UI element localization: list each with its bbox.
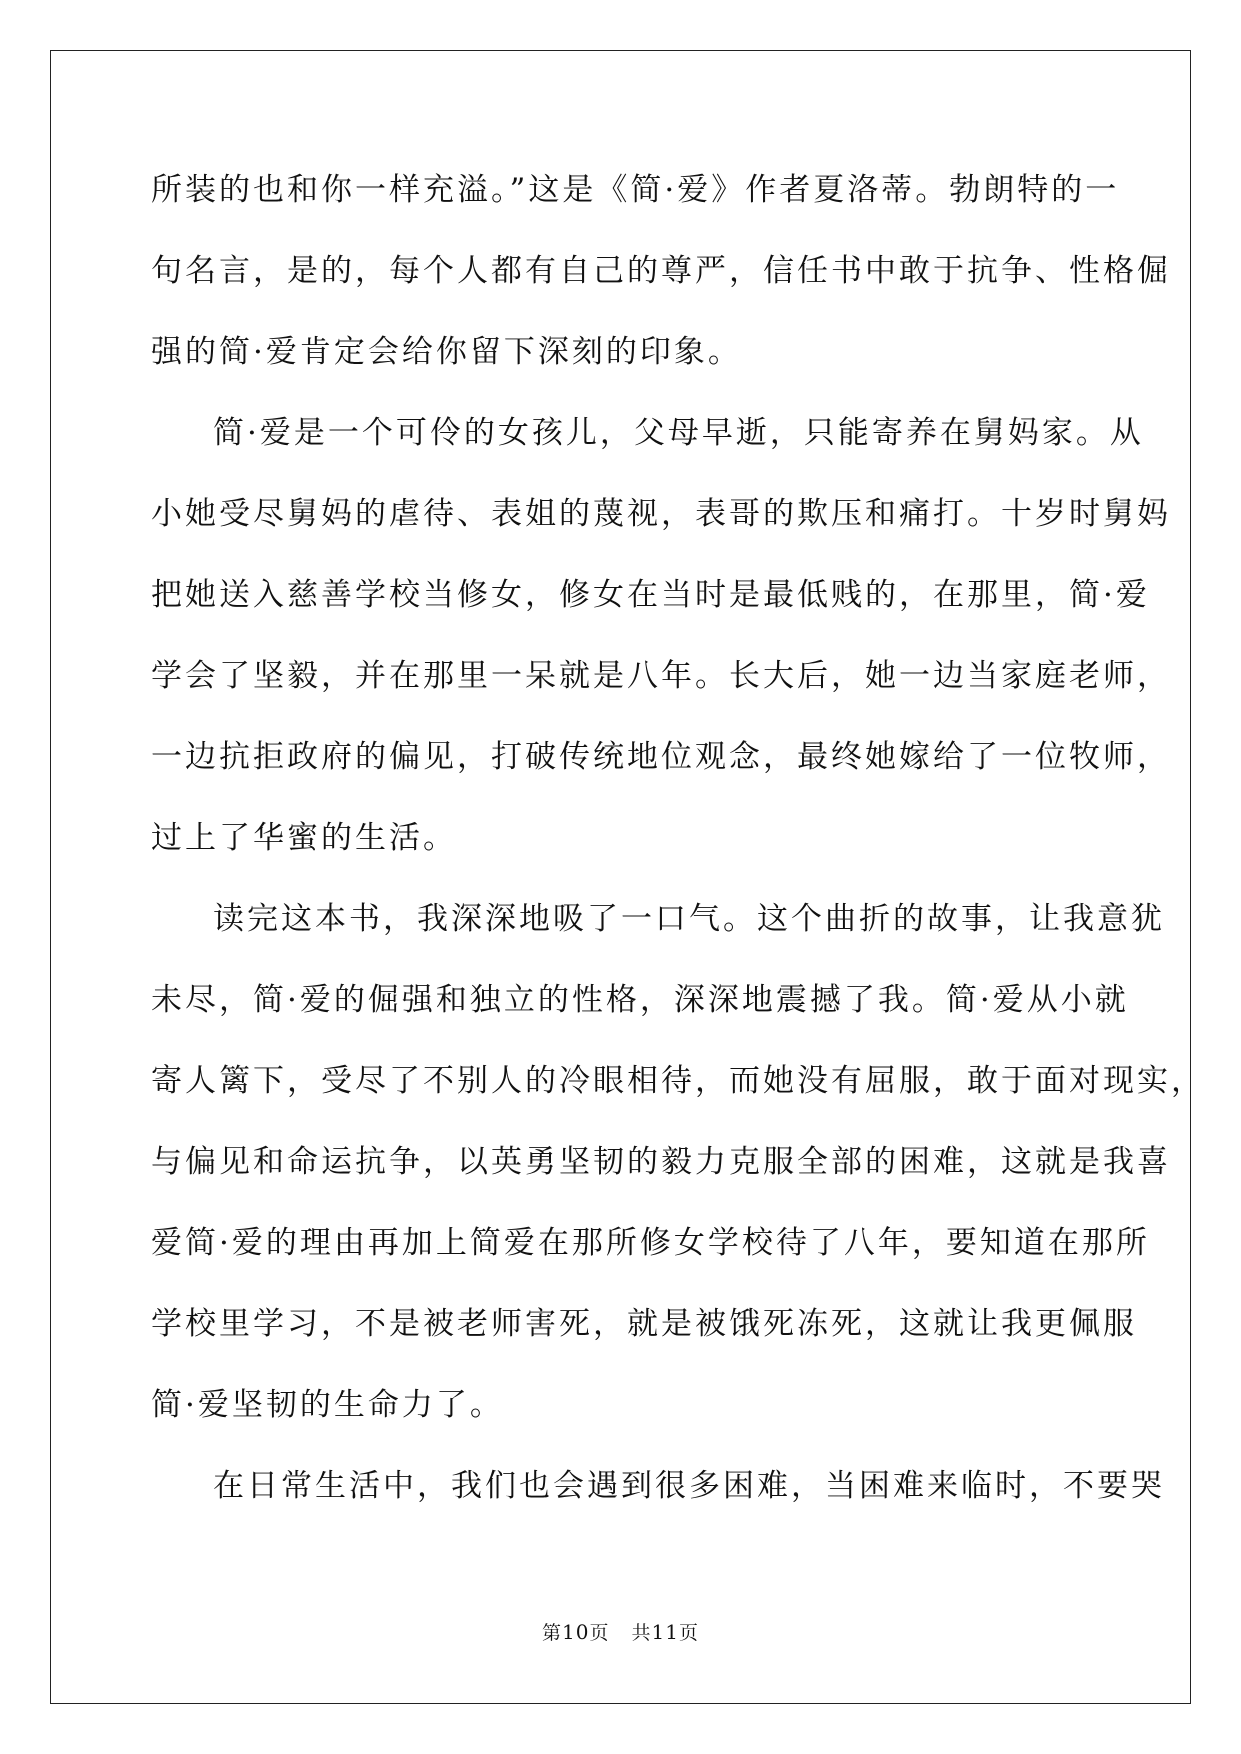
text-line: 简·爱坚韧的生命力了。 (151, 1387, 504, 1423)
total-page-count: 11 (651, 1620, 679, 1644)
page-footer (0, 1620, 1241, 1645)
paragraph-first-line: 读完这本书，我深深地吸了一口气。这个曲折的故事，让我意犹 (213, 901, 1165, 937)
text-line: 所装的也和你一样充溢。”这是《简·爱》作者夏洛蒂。勃朗特的一 (151, 172, 1120, 208)
page-unit: 页 (589, 1622, 610, 1644)
current-page-number: 10 (562, 1620, 590, 1644)
text-line: 与偏见和命运抗争，以英勇坚韧的毅力克服全部的困难，这就是我喜 (151, 1144, 1171, 1180)
total-unit: 页 (678, 1622, 699, 1644)
text-line: 寄人篱下，受尽了不别人的冷眼相待，而她没有屈服，敢于面对现实， (151, 1063, 1205, 1099)
text-line: 把她送入慈善学校当修女，修女在当时是最低贱的，在那里，简·爱 (151, 577, 1150, 613)
text-line: 强的简·爱肯定会给你留下深刻的印象。 (151, 334, 742, 370)
total-prefix: 共 (631, 1622, 652, 1644)
text-line: 爱简·爱的理由再加上简爱在那所修女学校待了八年，要知道在那所 (151, 1225, 1150, 1261)
text-line: 过上了华蜜的生活。 (151, 820, 457, 856)
paragraph-first-line: 简·爱是一个可伶的女孩儿，父母早逝，只能寄养在舅妈家。从 (213, 415, 1144, 451)
page-prefix: 第 (542, 1622, 563, 1644)
paragraph-first-line: 在日常生活中，我们也会遇到很多困难，当困难来临时，不要哭 (213, 1468, 1165, 1504)
text-line: 一边抗拒政府的偏见，打破传统地位观念，最终她嫁给了一位牧师， (151, 739, 1171, 775)
text-line: 未尽，简·爱的倔强和独立的性格，深深地震撼了我。简·爱从小就 (151, 982, 1129, 1018)
text-line: 学校里学习，不是被老师害死，就是被饿死冻死，这就让我更佩服 (151, 1306, 1137, 1342)
text-line: 句名言，是的，每个人都有自己的尊严，信任书中敢于抗争、性格倔 (151, 253, 1171, 289)
document-body (151, 150, 1205, 1527)
text-line: 小她受尽舅妈的虐待、表姐的蔑视，表哥的欺压和痛打。十岁时舅妈 (151, 496, 1171, 532)
text-line: 学会了坚毅，并在那里一呆就是八年。长大后，她一边当家庭老师， (151, 658, 1171, 694)
